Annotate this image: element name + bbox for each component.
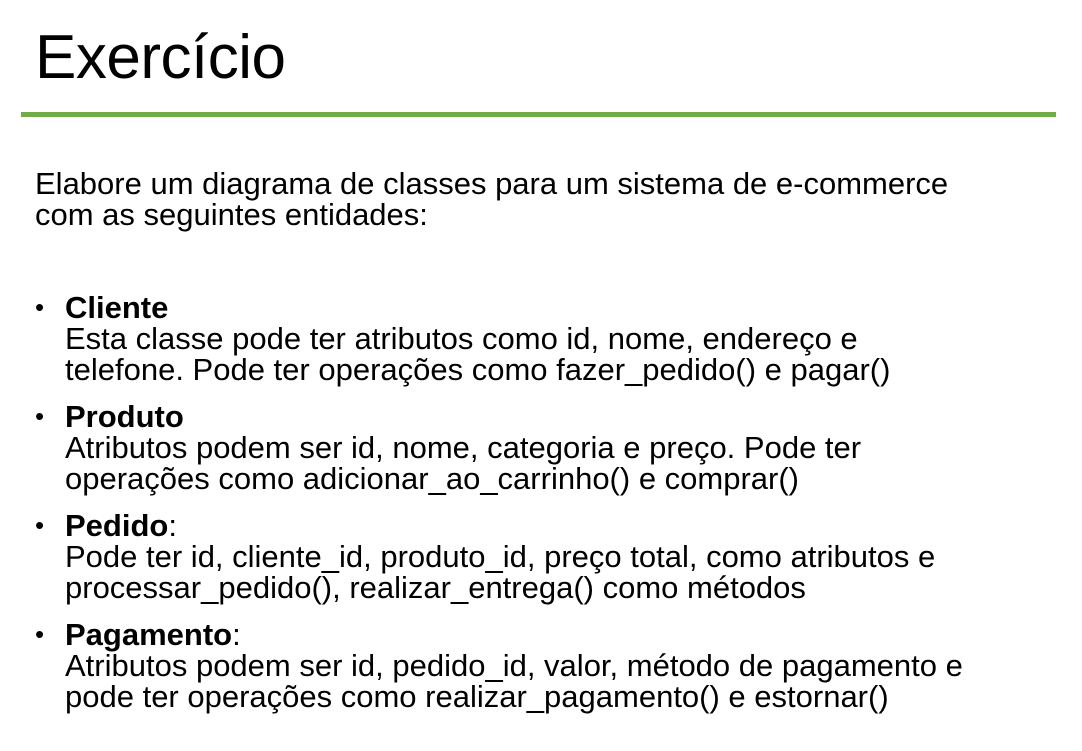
entity-item-produto (35, 401, 1065, 494)
intro-line: Elabore um diagrama de classes para um sistema de e-commerce (35, 166, 949, 201)
entity-description-line: Esta classe pode ter atributos como id, nome, endereço e (65, 321, 858, 356)
slide-title: Exercício (35, 23, 286, 92)
entity-name: Pagamento (65, 617, 233, 652)
entity-name: Produto (65, 399, 184, 434)
entity-heading (65, 510, 1065, 541)
bullet-icon: • (35, 401, 45, 431)
entity-heading (65, 401, 1065, 432)
bullet-icon: • (35, 619, 45, 649)
entity-description-line: processar_pedido(), realizar_entrega() como métodos (65, 570, 806, 605)
entity-name-suffix: : (168, 508, 177, 543)
entity-description-line: pode ter operações como realizar_pagamento() e estornar() (65, 679, 889, 714)
entity-description-line: Atributos podem ser id, pedido_id, valor, método de pagamento e (65, 648, 963, 683)
entity-item-pagamento (35, 619, 1065, 712)
entity-name: Pedido (65, 508, 169, 543)
entity-description-line: Pode ter id, cliente_id, produto_id, preço total, como atributos e (65, 539, 936, 574)
entity-heading (65, 292, 1065, 323)
title-divider (21, 112, 1056, 117)
entity-name-suffix: : (232, 617, 241, 652)
intro-line: com as seguintes entidades: (35, 197, 428, 232)
entity-heading (65, 619, 1065, 650)
entity-description-line: operações como adicionar_ao_carrinho() e comprar() (65, 461, 800, 496)
bullet-icon: • (35, 292, 45, 322)
entity-description-line: Atributos podem ser id, nome, categoria e preço. Pode ter (65, 430, 862, 465)
intro-paragraph (35, 168, 1055, 230)
entity-list (35, 292, 1065, 728)
entity-description-line: telefone. Pode ter operações como fazer_pedido() e pagar() (65, 352, 891, 387)
entity-item-cliente (35, 292, 1065, 385)
bullet-icon: • (35, 510, 45, 540)
entity-item-pedido (35, 510, 1065, 603)
entity-name: Cliente (65, 290, 169, 325)
